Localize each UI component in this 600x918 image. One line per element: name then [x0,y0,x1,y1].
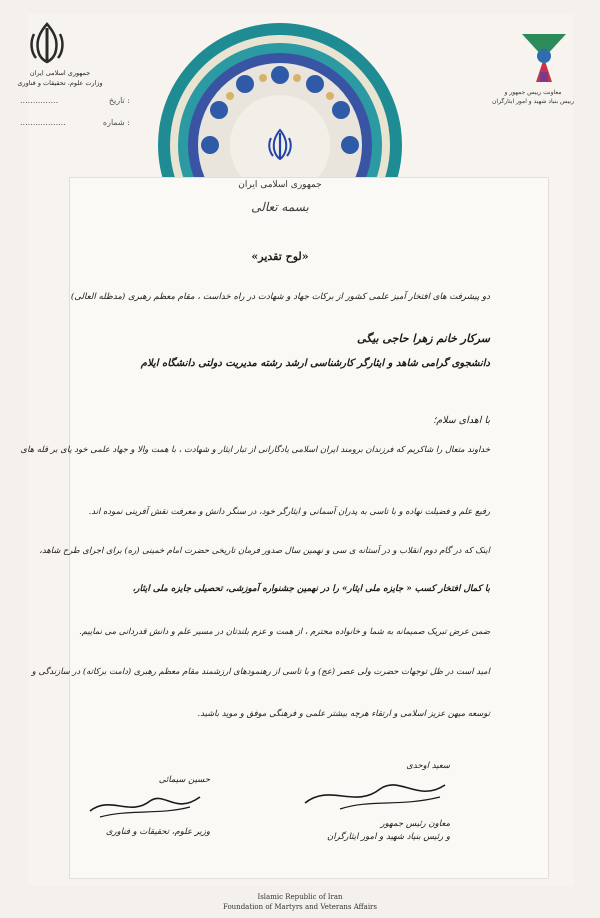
recipient-description: دانشجوی گرامی شاهد و ایثارگر کارشناسی ارشد رشته مدیریت دولتی دانشگاه ایلام [140,358,490,369]
number-dots: .................. [20,118,66,127]
body-line-3: اینک که در گام دوم انقلاب و در آستانه ی سی و نهمین سال صدور فرمان تاریخی حضرت امام خمینی (ره) برای اجرای طرح شاهد، [39,545,490,555]
footer-line-1: Islamic Republic of Iran [257,893,343,901]
certificate-title: «لوح تقدیر» [251,250,309,263]
ministry-heading [4,68,116,88]
date-label: تاریخ : [108,96,130,105]
number-label: شماره : [102,118,130,127]
body-line-5: ضمن عرض تبریک صمیمانه به شما و خانواده محترم ، از همت و عزم بلندتان در مسیر علم و دانش قدردانی می نماییم. [79,626,490,636]
ministry-line-2: وزارت علوم، تحقیقات و فناوری [17,79,103,87]
number-field [20,118,130,127]
footer [150,892,450,912]
left-signature-block [80,774,210,839]
iran-emblem-icon [22,18,72,68]
martyrs-foundation-logo [516,28,572,88]
right-signer-title-1: معاون رئیس جمهور [380,819,450,829]
body-line-2: رفیع علم و فضیلت نهاده و با تاسی به پدران آسمانی و ایثارگر خود، در سنگر دانش و معرفت نقش آفرینی نموده اند. [88,506,490,516]
republic-label: جمهوری اسلامی ایران [238,180,322,190]
right-org-heading [478,88,588,106]
center-emblem-icon [264,128,296,162]
left-signature-mark [80,787,210,821]
body-line-1: خداوند متعال را شاکریم که فرزندان برومند ایران اسلامی یادگارانی از تبار ایثار و شهادت ، با همت والا و جهاد علمی خود پای بر قله های [20,444,490,454]
right-signature-mark [300,773,450,813]
recipient-name: سرکار خانم زهرا حاجی بیگی [356,332,490,345]
ministry-line-1: جمهوری اسلامی ایران [29,69,91,77]
besmellah-text: بسمه تعالی [251,200,309,214]
right-org-line-1: معاونت رییس جمهور و [504,89,562,96]
body-line-4: با کمال افتخار کسب « جایزه ملی ایثار» را در نهمین جشنواره آموزشی، تحصیلی جایزه ملی ایثار، [132,584,490,594]
body-line-6: امید است در ظل توجهات حضرت ولی عصر (عج) و با تاسی از رهنمودهای ارزشمند مقام معظم رهبری (دامت برکاته) در سازندگی و [31,666,490,676]
date-dots: ............... [20,96,59,105]
left-signer-title: وزیر علوم، تحقیقات و فناوری [105,827,210,837]
right-org-line-2: رییس بنیاد شهید و امور ایثارگران [492,98,574,105]
right-signature-block [300,760,450,844]
footer-line-2: Foundation of Martyrs and Veterans Affairs [222,903,377,911]
motto-line: دو پیشرفت های افتخار آمیز علمی کشور از برکات جهاد و شهادت در راه خداست ، مقام معظم رهبری (مدظله العالی) [70,292,490,302]
right-signer-title-2: و رئیس بنیاد شهید و امور ایثارگران [327,832,450,842]
date-field [20,96,130,105]
right-signer-name: سعید اوحدی [406,761,450,771]
greeting-line: با اهدای سلام؛ [433,415,490,426]
body-line-7: توسعه میهن عزیز اسلامی و ارتقاء هرچه بیشتر علمی و فرهنگی موفق و موید باشید. [197,708,490,718]
left-signer-name: حسین سیمائی [158,775,210,785]
